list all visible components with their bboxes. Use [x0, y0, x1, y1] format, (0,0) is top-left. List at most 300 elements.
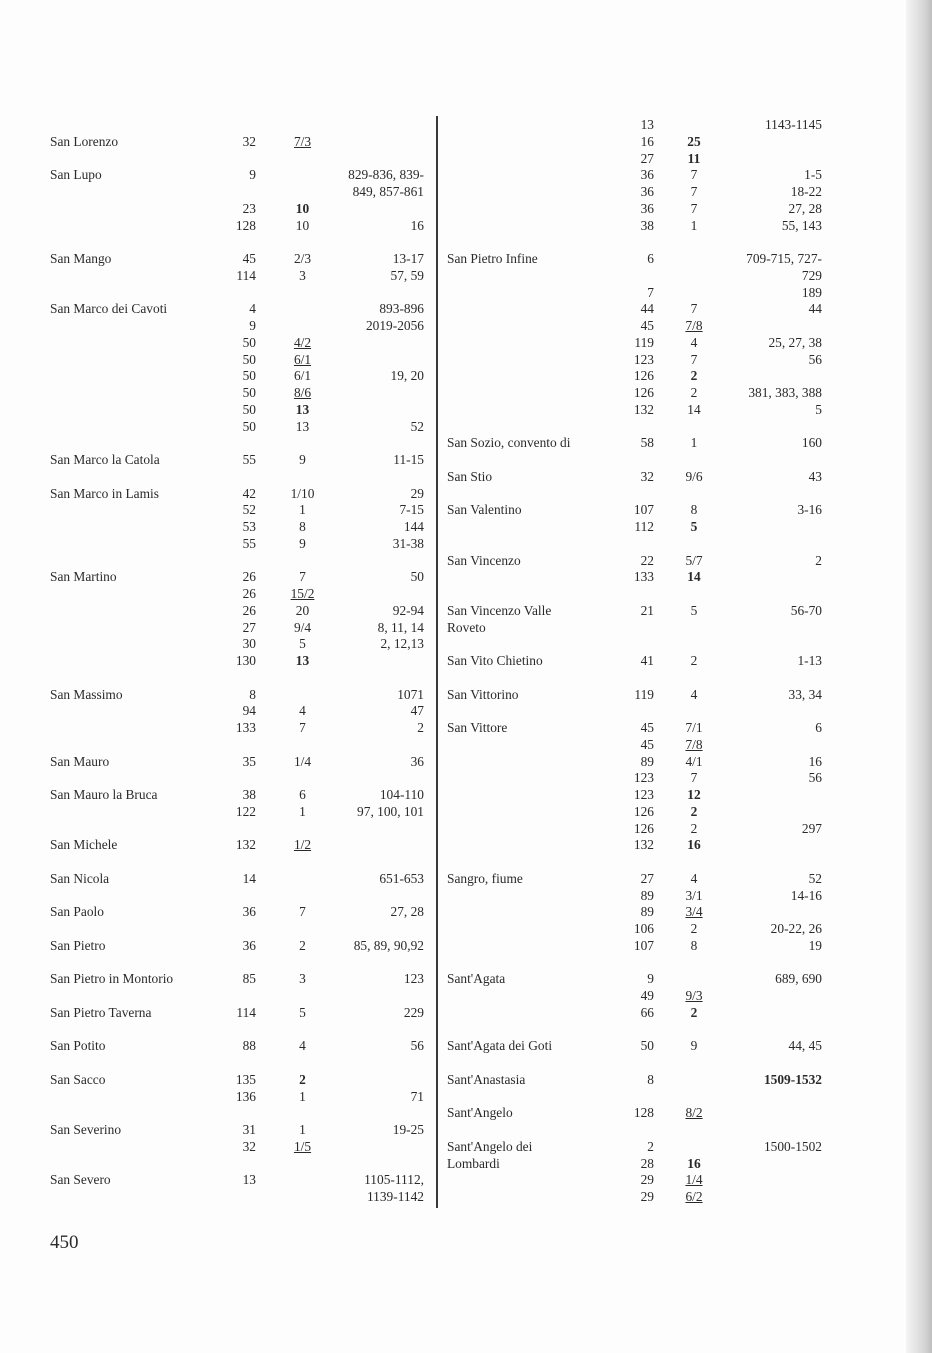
place-name: San Marco in Lamis — [50, 485, 159, 501]
page-reference: 55, 143 — [781, 217, 822, 233]
section-number: 1/4 — [293, 753, 312, 769]
section-number: 9/3 — [685, 988, 703, 1003]
place-name: San Stio — [447, 468, 493, 484]
section-number: 15/2 — [290, 586, 315, 601]
index-entry-line — [0, 1105, 436, 1122]
volume-number: 136 — [235, 1088, 256, 1104]
page-reference: 1105-1112, — [364, 1172, 424, 1188]
index-entry-line — [438, 1105, 908, 1122]
volume-number: 52 — [242, 502, 256, 518]
place-name: San Michele — [50, 837, 118, 853]
section-number: 2 — [690, 803, 698, 819]
index-entry-line — [438, 888, 908, 905]
index-entry-line — [0, 971, 436, 988]
volume-number: 4 — [249, 301, 256, 317]
page-reference: 14-16 — [790, 887, 822, 903]
volume-number: 66 — [640, 1004, 654, 1020]
index-entry-line — [0, 1072, 436, 1089]
place-name: San Pietro Taverna — [50, 1004, 152, 1020]
volume-number: 27 — [242, 619, 256, 635]
index-entry-line — [0, 1139, 436, 1156]
place-name: San Massimo — [50, 686, 123, 702]
section-number: 4/1 — [685, 753, 703, 769]
page-reference: 1500-1502 — [763, 1138, 822, 1154]
page-reference: 689, 690 — [775, 971, 822, 987]
volume-number: 119 — [634, 334, 654, 350]
page-reference: 27, 28 — [390, 904, 424, 920]
section-number: 7 — [690, 351, 698, 367]
section-number: 4 — [690, 334, 698, 350]
place-name: San Lorenzo — [50, 133, 119, 149]
index-entry-line — [438, 435, 908, 452]
index-entry-line — [0, 871, 436, 888]
index-entry-line — [0, 385, 436, 402]
index-entry-line — [438, 1139, 908, 1156]
volume-number: 32 — [242, 133, 256, 149]
index-entry-line — [438, 285, 908, 302]
section-number: 7 — [299, 720, 306, 735]
page-reference: 8, 11, 14 — [377, 619, 424, 635]
index-entry-line — [0, 368, 436, 385]
index-entry-line — [438, 1156, 908, 1173]
volume-number: 89 — [640, 887, 654, 903]
page-number: 450 — [50, 1232, 79, 1253]
section-number: 14 — [687, 569, 701, 585]
volume-number: 36 — [242, 937, 256, 953]
place-name: San Sozio, convento di — [447, 435, 571, 451]
section-number: 1/2 — [293, 837, 312, 853]
volume-number: 45 — [640, 720, 654, 735]
index-entry-line — [438, 720, 908, 737]
section-number: 12 — [687, 787, 701, 802]
page-reference: 52 — [410, 418, 424, 434]
section-number: 25 — [687, 133, 701, 149]
index-entry-line — [438, 586, 908, 603]
place-name: Sant'Agata dei Goti — [447, 1038, 553, 1054]
index-entry-line — [0, 352, 436, 369]
index-entry-line — [0, 837, 436, 854]
page-reference: 729 — [801, 267, 822, 283]
page-reference: 56 — [808, 351, 822, 367]
index-entry-line — [0, 1089, 436, 1106]
place-name: San Paolo — [50, 904, 104, 920]
volume-number: 132 — [633, 401, 654, 417]
page-reference: 229 — [403, 1004, 424, 1020]
index-entry-line — [0, 251, 436, 268]
volume-number: 50 — [242, 401, 256, 417]
section-number: 6 — [299, 787, 306, 802]
volume-number: 45 — [242, 251, 256, 266]
place-name: San Sacco — [50, 1071, 106, 1087]
volume-number: 50 — [242, 418, 256, 434]
index-entry-line — [0, 1189, 436, 1206]
section-number: 5 — [299, 636, 306, 652]
page-reference: 43 — [808, 468, 822, 484]
page-reference: 709-715, 727- — [746, 251, 822, 266]
section-number: 1 — [690, 435, 698, 451]
index-entry-line — [438, 1089, 908, 1106]
section-number: 2 — [690, 368, 698, 384]
page-reference: 92-94 — [392, 602, 424, 618]
index-entry-line — [438, 988, 908, 1005]
section-number: 7/8 — [685, 736, 703, 752]
index-entry-line — [0, 938, 436, 955]
page-reference: 16 — [808, 753, 822, 769]
index-entry-line — [0, 201, 436, 218]
section-number: 7 — [690, 770, 698, 786]
place-name: San Nicola — [50, 870, 110, 886]
volume-number: 13 — [640, 117, 654, 132]
index-entry-line — [0, 955, 436, 972]
volume-number: 6 — [647, 251, 654, 266]
volume-number: 26 — [242, 586, 256, 601]
page-reference: 144 — [403, 519, 424, 534]
index-entry-line — [438, 536, 908, 553]
index-entry-line — [0, 519, 436, 536]
section-number: 8/6 — [293, 385, 312, 400]
volume-number: 89 — [640, 753, 654, 769]
volume-number: 128 — [235, 217, 256, 233]
volume-number: 28 — [640, 1155, 654, 1171]
left-index-column — [0, 117, 436, 1206]
volume-number: 32 — [640, 468, 654, 484]
volume-number: 36 — [640, 200, 654, 216]
volume-number: 8 — [249, 686, 256, 702]
volume-number: 85 — [242, 971, 256, 987]
volume-number: 114 — [236, 1004, 256, 1020]
index-entry-line — [438, 452, 908, 469]
section-number: 5 — [299, 1004, 306, 1020]
index-entry-line — [0, 670, 436, 687]
index-entry-line — [438, 1122, 908, 1139]
index-entry-line — [438, 1072, 908, 1089]
index-entry-line — [0, 486, 436, 503]
index-entry-line — [438, 1189, 908, 1206]
page-reference: 29 — [410, 485, 424, 501]
page-reference: 33, 34 — [788, 686, 822, 702]
volume-number: 7 — [647, 284, 654, 300]
page-reference: 13-17 — [392, 251, 424, 266]
section-number: 4 — [299, 1038, 306, 1054]
index-entry-line — [0, 720, 436, 737]
volume-number: 38 — [640, 217, 654, 233]
index-entry-line — [438, 251, 908, 268]
index-entry-line — [0, 318, 436, 335]
volume-number: 9 — [249, 167, 256, 183]
volume-number: 14 — [242, 870, 256, 886]
section-number: 1 — [299, 803, 306, 819]
page-reference: 1509-1532 — [763, 1071, 822, 1087]
index-entry-line — [438, 737, 908, 754]
index-entry-line — [0, 586, 436, 603]
index-entry-line — [0, 888, 436, 905]
index-entry-line — [438, 921, 908, 938]
page-reference: 47 — [410, 703, 424, 719]
volume-number: 89 — [640, 904, 654, 920]
section-number: 6/1 — [293, 368, 312, 384]
page-reference: 44, 45 — [788, 1038, 822, 1054]
index-entry-line — [438, 787, 908, 804]
index-entry-line — [438, 486, 908, 503]
place-name: Sant'Angelo — [447, 1105, 513, 1121]
volume-number: 107 — [633, 937, 654, 953]
section-number: 13 — [295, 653, 310, 668]
page-reference: 189 — [801, 284, 822, 300]
place-name: Sant'Angelo dei — [447, 1138, 533, 1154]
section-number: 10 — [295, 200, 310, 216]
volume-number: 29 — [640, 1172, 654, 1188]
place-name: San Potito — [50, 1038, 106, 1054]
index-entry-line — [438, 871, 908, 888]
section-number: 4 — [690, 870, 698, 886]
index-entry-line — [438, 502, 908, 519]
volume-number: 128 — [633, 1105, 654, 1121]
page-reference: 57, 59 — [390, 267, 424, 283]
place-name: Sant'Anastasia — [447, 1071, 526, 1087]
volume-number: 123 — [633, 770, 654, 786]
page-reference: 56-70 — [790, 602, 822, 618]
place-name: San Vittore — [447, 720, 508, 735]
index-entry-line — [0, 620, 436, 637]
section-number: 4 — [299, 703, 306, 719]
section-number: 7 — [299, 569, 306, 585]
index-entry-line — [0, 117, 436, 134]
volume-number: 41 — [640, 653, 654, 668]
index-entry-line — [438, 620, 908, 637]
page-reference: 1071 — [397, 686, 424, 702]
index-entry-line — [438, 854, 908, 871]
section-number: 1/10 — [290, 485, 315, 501]
volume-number: 27 — [640, 870, 654, 886]
index-entry-line — [0, 1156, 436, 1173]
volume-number: 45 — [640, 736, 654, 752]
page-reference: 2019-2056 — [365, 318, 424, 333]
place-name: Sangro, fiume — [447, 870, 523, 886]
index-entry-line — [438, 352, 908, 369]
section-number: 7/3 — [293, 133, 312, 149]
index-entry-line — [438, 703, 908, 720]
index-entry-line — [438, 670, 908, 687]
volume-number: 106 — [633, 921, 654, 936]
index-entry-line — [0, 402, 436, 419]
volume-number: 36 — [640, 167, 654, 183]
index-entry-line — [0, 1005, 436, 1022]
volume-number: 36 — [242, 904, 256, 920]
index-entry-line — [0, 234, 436, 251]
index-entry-line — [0, 569, 436, 586]
index-entry-line — [0, 335, 436, 352]
index-entry-line — [438, 971, 908, 988]
page-reference: 381, 383, 388 — [748, 385, 822, 400]
volume-number: 50 — [242, 385, 256, 400]
index-entry-line — [438, 603, 908, 620]
index-entry-line — [438, 301, 908, 318]
index-entry-line — [0, 687, 436, 704]
index-entry-line — [438, 754, 908, 771]
section-number: 7/1 — [685, 720, 703, 735]
volume-number: 9 — [647, 971, 654, 987]
volume-number: 126 — [633, 820, 654, 836]
right-index-column — [438, 117, 908, 1206]
page-reference: 97, 100, 101 — [357, 803, 424, 819]
index-entry-line — [0, 904, 436, 921]
volume-number: 22 — [640, 552, 654, 568]
index-entry-line — [438, 687, 908, 704]
index-entry-line — [438, 1022, 908, 1039]
place-name: San Pietro in Montorio — [50, 971, 174, 987]
volume-number: 53 — [242, 519, 256, 534]
place-name: San Pietro — [50, 937, 106, 953]
section-number: 7/8 — [685, 318, 703, 333]
section-number: 3/1 — [685, 887, 703, 903]
index-entry-line — [0, 452, 436, 469]
index-entry-line — [0, 553, 436, 570]
place-name: San Marco la Catola — [50, 452, 160, 467]
volume-number: 26 — [242, 602, 256, 618]
page-reference: 85, 89, 90,92 — [353, 937, 424, 953]
index-entry-line — [0, 1055, 436, 1072]
volume-number: 123 — [633, 787, 654, 802]
page-reference: 1-13 — [797, 653, 822, 668]
place-name: San Vittorino — [447, 686, 519, 702]
index-entry-line — [438, 653, 908, 670]
section-number: 9 — [299, 452, 306, 467]
volume-number: 119 — [634, 686, 654, 702]
volume-number: 55 — [242, 452, 256, 467]
place-name: San Mauro — [50, 753, 110, 769]
index-entry-line — [0, 603, 436, 620]
volume-number: 30 — [242, 636, 256, 652]
page-reference: 2 — [815, 552, 822, 568]
place-name: Lombardi — [447, 1155, 500, 1171]
index-entry-line — [438, 335, 908, 352]
volume-number: 123 — [633, 351, 654, 367]
index-entry-line — [438, 804, 908, 821]
index-entry-line — [0, 804, 436, 821]
section-number: 9 — [299, 535, 306, 551]
section-number: 10 — [295, 217, 310, 233]
index-entry-line — [0, 737, 436, 754]
page-reference: 19-25 — [392, 1122, 424, 1137]
page-reference: 3-16 — [797, 502, 822, 518]
place-name: Sant'Agata — [447, 971, 506, 987]
section-number: 8 — [690, 937, 698, 953]
section-number: 8/2 — [685, 1105, 703, 1121]
index-entry-line — [438, 636, 908, 653]
section-number: 2 — [690, 820, 698, 836]
section-number: 1/5 — [293, 1138, 312, 1154]
index-entry-line — [438, 117, 908, 134]
volume-number: 133 — [633, 569, 654, 585]
place-name: San Severo — [50, 1172, 111, 1188]
index-entry-line — [438, 134, 908, 151]
index-entry-line — [0, 268, 436, 285]
index-entry-line — [438, 837, 908, 854]
page-reference: 11-15 — [393, 452, 424, 467]
volume-number: 44 — [640, 301, 654, 317]
page-reference: 1139-1142 — [366, 1189, 424, 1204]
volume-number: 50 — [242, 368, 256, 384]
section-number: 13 — [295, 401, 310, 417]
index-entry-line — [0, 1172, 436, 1189]
index-entry-line — [0, 435, 436, 452]
index-entry-line — [438, 184, 908, 201]
index-entry-line — [438, 519, 908, 536]
volume-number: 114 — [236, 267, 256, 283]
section-number: 6/2 — [685, 1189, 703, 1204]
section-number: 7 — [690, 184, 698, 199]
volume-number: 23 — [242, 200, 256, 216]
volume-number: 45 — [640, 318, 654, 333]
page-reference: 52 — [808, 870, 822, 886]
volume-number: 49 — [640, 988, 654, 1003]
place-name: San Martino — [50, 569, 117, 585]
page-reference: 849, 857-861 — [352, 184, 424, 199]
page-reference: 893-896 — [379, 301, 424, 317]
page-reference: 18-22 — [790, 184, 822, 199]
section-number: 9 — [690, 1038, 698, 1054]
place-name: Roveto — [447, 619, 486, 635]
index-entry-line — [438, 469, 908, 486]
index-entry-line — [438, 553, 908, 570]
index-entry-line — [0, 770, 436, 787]
volume-number: 16 — [640, 133, 654, 149]
volume-number: 38 — [242, 787, 256, 802]
volume-number: 50 — [242, 334, 256, 350]
page-reference: 7-15 — [399, 502, 424, 518]
volume-number: 2 — [647, 1138, 654, 1154]
section-number: 3 — [299, 267, 306, 283]
section-number: 20 — [295, 602, 310, 618]
place-name: San Mauro la Bruca — [50, 787, 158, 802]
index-entry-line — [438, 904, 908, 921]
section-number: 6/1 — [293, 351, 312, 367]
volume-number: 133 — [235, 720, 256, 735]
page-reference: 56 — [410, 1038, 424, 1054]
page-reference: 160 — [801, 435, 822, 451]
index-entry-line — [438, 770, 908, 787]
section-number: 3/4 — [685, 904, 703, 920]
section-number: 8 — [299, 519, 306, 534]
section-number: 7 — [690, 200, 698, 216]
index-entry-line — [0, 469, 436, 486]
volume-number: 130 — [235, 653, 256, 668]
section-number: 1 — [299, 1122, 306, 1137]
index-entry-line — [438, 268, 908, 285]
page-reference: 2 — [417, 720, 424, 735]
page-reference: 20-22, 26 — [770, 921, 822, 936]
volume-number: 94 — [242, 703, 256, 719]
place-name: San Lupo — [50, 167, 102, 183]
section-number: 1 — [690, 217, 698, 233]
index-entry-line — [0, 167, 436, 184]
section-number: 2 — [690, 653, 698, 668]
place-name: San Severino — [50, 1122, 122, 1137]
page-reference: 5 — [815, 401, 822, 417]
page-edge-shadow — [906, 0, 932, 1353]
section-number: 1 — [299, 502, 306, 518]
place-name: San Pietro Infine — [447, 251, 538, 266]
section-number: 7 — [690, 167, 698, 183]
page-reference: 56 — [808, 770, 822, 786]
index-entry-line — [0, 703, 436, 720]
section-number: 5/7 — [685, 552, 703, 568]
page-reference: 1143-1145 — [764, 117, 822, 132]
volume-number: 112 — [634, 519, 654, 534]
place-name: San Valentino — [447, 502, 522, 518]
volume-number: 9 — [249, 318, 256, 333]
page-reference: 651-653 — [379, 870, 424, 886]
